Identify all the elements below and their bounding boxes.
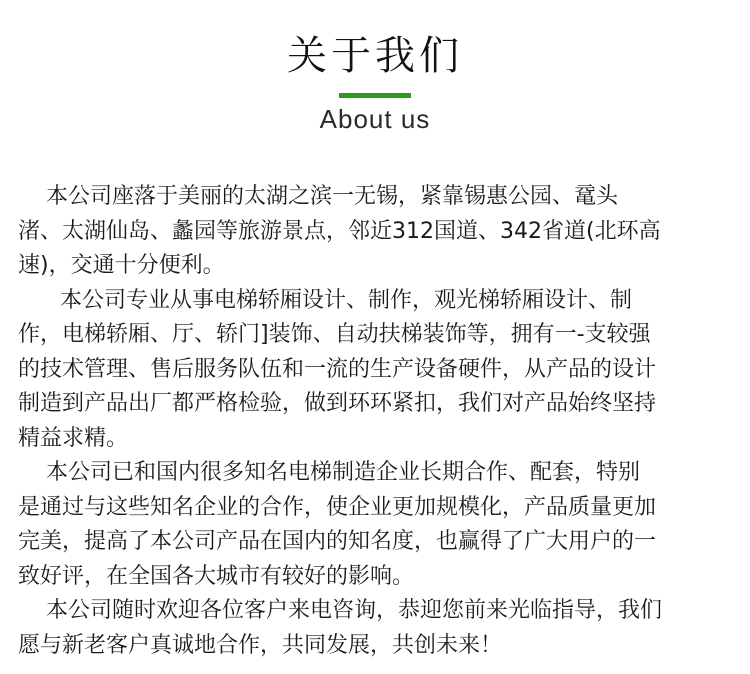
text-line: 本公司座落于美丽的太湖之滨一无锡，紧靠锡惠公园、鼋头 — [18, 184, 618, 209]
about-text — [18, 180, 734, 663]
text-line: 速)，交通十分便利。 — [18, 253, 225, 278]
text-line: 愿与新老客户真诚地合作，共同发展，共创未来！ — [18, 632, 503, 658]
text-line: 本公司随时欢迎各位客户来电咨询，恭迎您前来光临指导，我们 — [18, 598, 662, 623]
text-line: 制造到产品出厂都严格检验，做到环环紧扣，我们对产品始终坚持 — [18, 391, 657, 416]
text-line: 渚、太湖仙岛、蠡园等旅游景点，邻近312国道、342省道(北环高 — [18, 218, 661, 244]
text-line: 本公司专业从事电梯轿厢设计、制作，观光梯轿厢设计、制 — [18, 287, 632, 313]
text-line: 完美，提高了本公司产品在国内的知名度，也赢得了广大用户的一 — [18, 529, 657, 554]
page-subtitle: About us — [319, 104, 431, 134]
text-line: 致好评，在全国各大城市有较好的影响。 — [18, 563, 415, 589]
text-line: 是通过与这些知名企业的合作，使企业更加规模化，产品质量更加 — [18, 494, 657, 520]
title-accent-bar — [339, 93, 411, 98]
text-line: 精益求精。 — [18, 425, 129, 451]
text-line: 的技术管理、售后服务队伍和一流的生产设备硬件，从产品的设计 — [18, 356, 657, 382]
text-line: 作，电梯轿厢、厅、轿门]装饰、自动扶梯装饰等，拥有一-支较强 — [18, 322, 651, 347]
page-title: 关于我们 — [287, 33, 463, 79]
text-line: 本公司已和国内很多知名电梯制造企业长期合作、配套，特别 — [18, 460, 640, 485]
